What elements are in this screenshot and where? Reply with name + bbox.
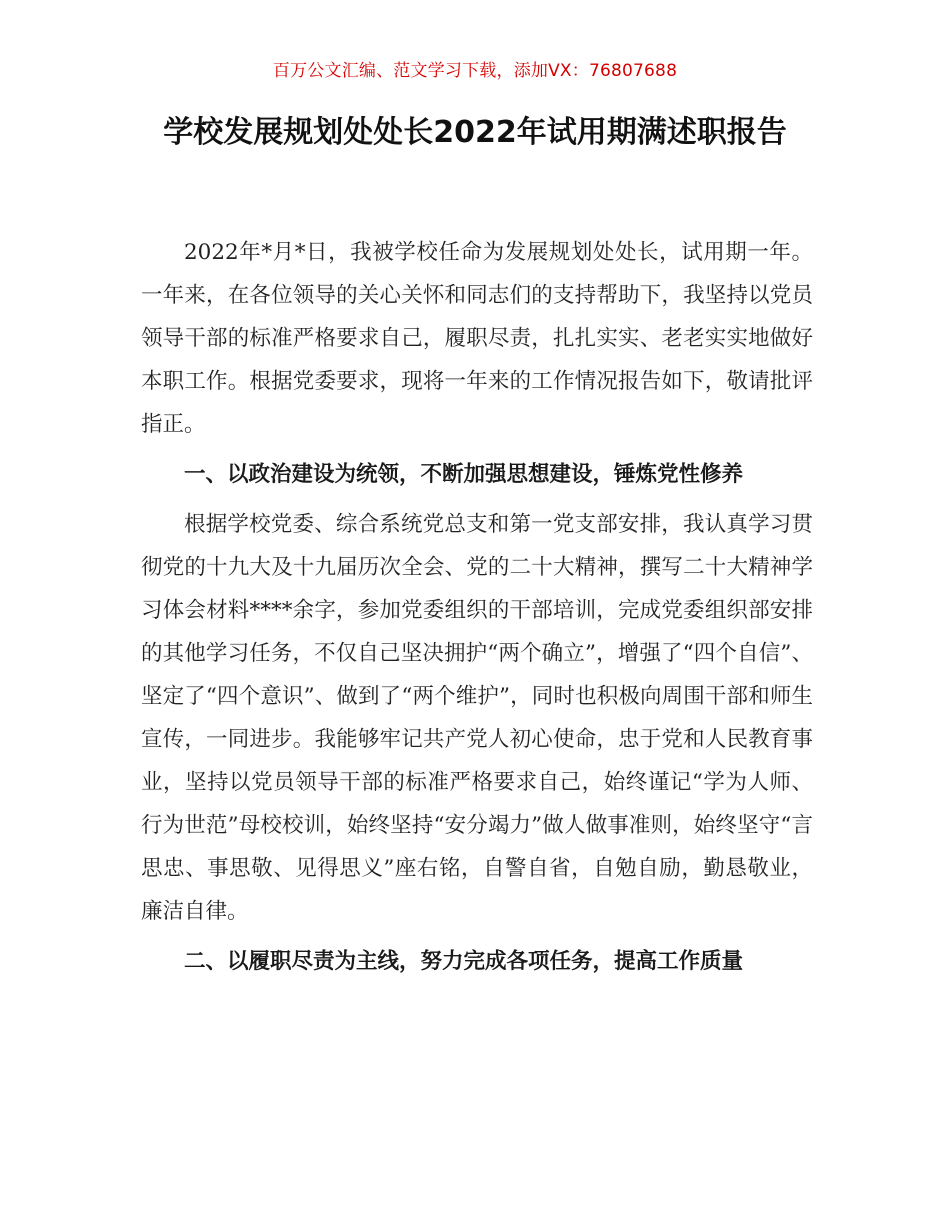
section-heading-1: 一、以政治建设为统领，不断加强思想建设，锤炼党性修养 xyxy=(184,462,744,487)
section-heading-2: 二、以履职尽责为主线，努力完成各项任务，提高工作质量 xyxy=(184,949,744,974)
intro-paragraph: 2022年*月*日，我被学校任命为发展规划处处长，试用期一年。一年来，在各位领导的关心关怀和同志们的支持帮助下，我坚持以党员领导干部的标准严格要求自己，履职尽责，扎扎实实、老老实实地做好本职工作。根据党委要求，现将一年来的工作情况报告如下，敬请批评指正。 xyxy=(141,240,813,437)
document-title: 学校发展规划处处长2022年试用期满述职报告 xyxy=(163,115,787,150)
header-watermark-note: 百万公文汇编、范文学习下载，添加VX：76807688 xyxy=(272,61,678,81)
document-body xyxy=(141,231,813,990)
section-1-paragraph: 根据学校党委、综合系统党总支和第一党支部安排，我认真学习贯彻党的十九大及十九届历次全会、党的二十大精神，撰写二十大精神学习体会材料****余字，参加党委组织的干部培训，完成党委组织部安排的其他学习任务，不仅自己坚决拥护“两个确立”，增强了“四个自信”、坚定了“四个意识”、做到了“两个维护”，同时也积极向周围干部和师生宣传，一同进步。我能够牢记共产党人初心使命，忠于党和人民教育事业，坚持以党员领导干部的标准严格要求自己，始终谨记“学为人师、行为世范”母校校训，始终坚持“安分竭力”做人做事准则，始终坚守“言思忠、事思敬、见得思义”座右铭，自警自省，自勉自励，勤恳敬业，廉洁自律。 xyxy=(141,512,813,924)
